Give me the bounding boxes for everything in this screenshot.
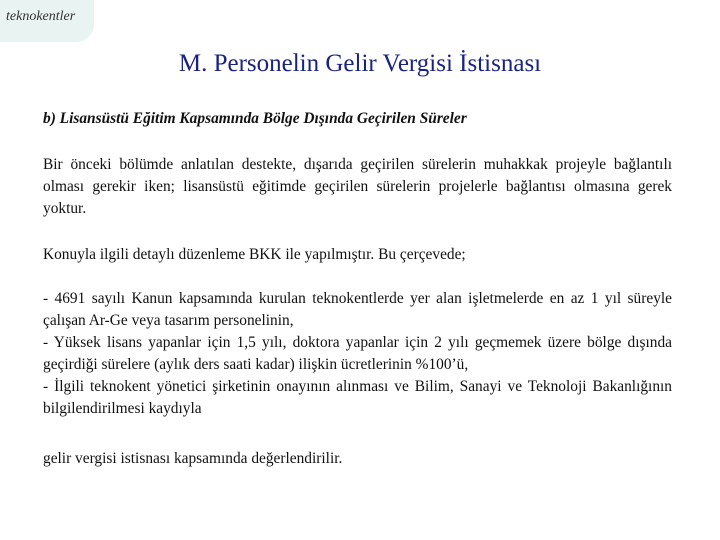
section-subtitle: b) Lisansüstü Eğitim Kapsamında Bölge Dışında Geçirilen Süreler — [43, 110, 467, 127]
conditions-list — [43, 288, 672, 420]
brand-tab — [0, 0, 94, 42]
condition-item: - Yüksek lisans yapanlar için 1,5 yılı, doktora yapanlar için 2 yılı geçmemek üzere bölge dışında geçirdiği sürelere (aylık ders saati kadar) ilişkin ücretlerinin %100’ü, — [43, 334, 672, 373]
regulation-paragraph: Konuyla ilgili detaylı düzenleme BKK ile yapılmıştır. Bu çerçevede; — [43, 246, 466, 263]
intro-paragraph: Bir önceki bölümde anlatılan destekte, dışarıda geçirilen sürelerin muhakkak projeyle bağlantılı olması gerekir iken; lisansüstü eğitimde geçirilen sürelerin projelerle bağlantısı olmasına gerek yoktur. — [43, 156, 672, 217]
condition-item: - İlgili teknokent yönetici şirketinin onayının alınması ve Bilim, Sanayi ve Teknoloji Bakanlığının bilgilendirilmesi kaydıyla — [43, 378, 672, 417]
slide-content — [43, 108, 672, 470]
condition-item: - 4691 sayılı Kanun kapsamında kurulan teknokentlerde yer alan işletmelerde en az 1 yıl süreyle çalışan Ar-Ge veya tasarım personelinin, — [43, 290, 672, 329]
slide-title: M. Personelin Gelir Vergisi İstisnası — [178, 50, 542, 77]
brand-logo-text: teknokentler — [6, 9, 76, 24]
conclusion-paragraph: gelir vergisi istisnası kapsamında değerlendirilir. — [43, 450, 343, 467]
